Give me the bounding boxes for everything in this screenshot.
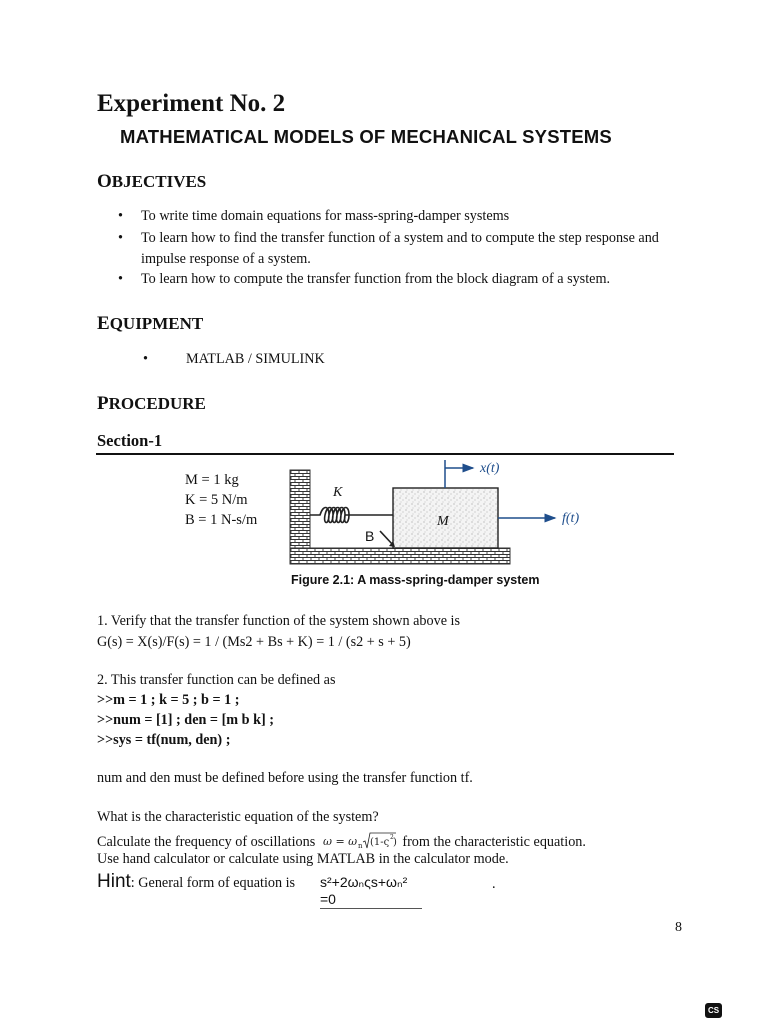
transfer-function-equation: G(s) = X(s)/F(s) = 1 / (Ms2 + Bs + K) = 1 / (s2 + s + 5) — [97, 634, 411, 650]
svg-text:(1-ς: (1-ς — [369, 837, 390, 848]
bullet-icon: • — [118, 230, 123, 246]
list-item-text: To learn how to find the transfer function of a system and to compute the step response and impulse response of a system. — [141, 230, 659, 267]
spring-icon — [310, 508, 393, 523]
bullet-icon: • — [118, 271, 123, 287]
force-label: f(t) — [562, 511, 580, 526]
camscanner-badge: CS — [705, 1003, 722, 1018]
figure-caption: Figure 2.1: A mass-spring-damper system — [291, 573, 540, 587]
step1-text: 1. Verify that the transfer function of the system shown above is — [97, 613, 461, 629]
step2-text: 2. This transfer function can be defined as — [97, 672, 336, 688]
floor-block — [290, 548, 510, 564]
step2-block — [97, 670, 335, 750]
damper-param: B = 1 N-s/m — [185, 512, 258, 528]
svg-text:ω = ω: ω = ω — [322, 835, 357, 848]
question-text: What is the characteristic equation of the system? — [97, 809, 379, 825]
list-item-text: MATLAB / SIMULINK — [186, 351, 325, 367]
svg-text:2: 2 — [389, 834, 394, 841]
hint-line — [97, 871, 295, 893]
damper-label: B — [365, 528, 375, 544]
list-item-text: To write time domain equations for mass-spring-damper systems — [141, 208, 510, 224]
damper-arrow-icon — [380, 531, 393, 545]
objectives-heading: OBJECTIVES — [97, 171, 207, 192]
omega-formula-icon — [320, 830, 398, 852]
figure-parameters — [185, 470, 257, 530]
list-item-text: To learn how to compute the transfer function from the block diagram of a system. — [141, 271, 611, 287]
hint-text: : General form of equation is — [130, 875, 296, 891]
code-line: >>m = 1 ; k = 5 ; b = 1 ; — [97, 692, 240, 708]
calc-text: Calculate the frequency of oscillations — [97, 834, 316, 850]
spring-label: K — [333, 485, 343, 500]
mass-label: M — [437, 514, 449, 529]
step1-block — [97, 611, 460, 653]
procedure-heading: PROCEDURE — [97, 393, 206, 414]
equipment-heading: EQUIPMENT — [97, 313, 204, 334]
page-title: Experiment No. 2 — [97, 90, 286, 117]
calc-line — [97, 830, 586, 852]
mass-param: M = 1 kg — [185, 472, 239, 488]
section-heading: Section-1 — [97, 431, 163, 450]
code-line: >>sys = tf(num, den) ; — [97, 732, 231, 748]
spring-param: K = 5 N/m — [185, 492, 248, 508]
objectives-list — [118, 206, 678, 296]
svg-text:n: n — [357, 842, 363, 850]
mass-spring-damper-diagram — [285, 455, 605, 573]
calc-text-end: from the characteristic equation. — [402, 834, 586, 850]
displacement-label: x(t) — [480, 461, 500, 476]
note-text: num and den must be defined before using the transfer function tf. — [97, 770, 473, 786]
hint-end-period: . — [492, 876, 496, 892]
hint-equation: s²+2ωₙςs+ωₙ² =0 — [320, 874, 422, 909]
equipment-list — [143, 349, 543, 373]
bullet-icon: • — [143, 351, 148, 367]
hint-label: Hint — [97, 871, 131, 892]
hand-calc-text: Use hand calculator or calculate using MATLAB in the calculator mode. — [97, 851, 509, 867]
bullet-icon: • — [118, 208, 123, 224]
page-number: 8 — [675, 920, 682, 935]
code-line: >>num = [1] ; den = [m b k] ; — [97, 712, 274, 728]
page-subtitle: MATHEMATICAL MODELS OF MECHANICAL SYSTEMS — [120, 126, 612, 147]
svg-text:): ) — [392, 837, 397, 848]
